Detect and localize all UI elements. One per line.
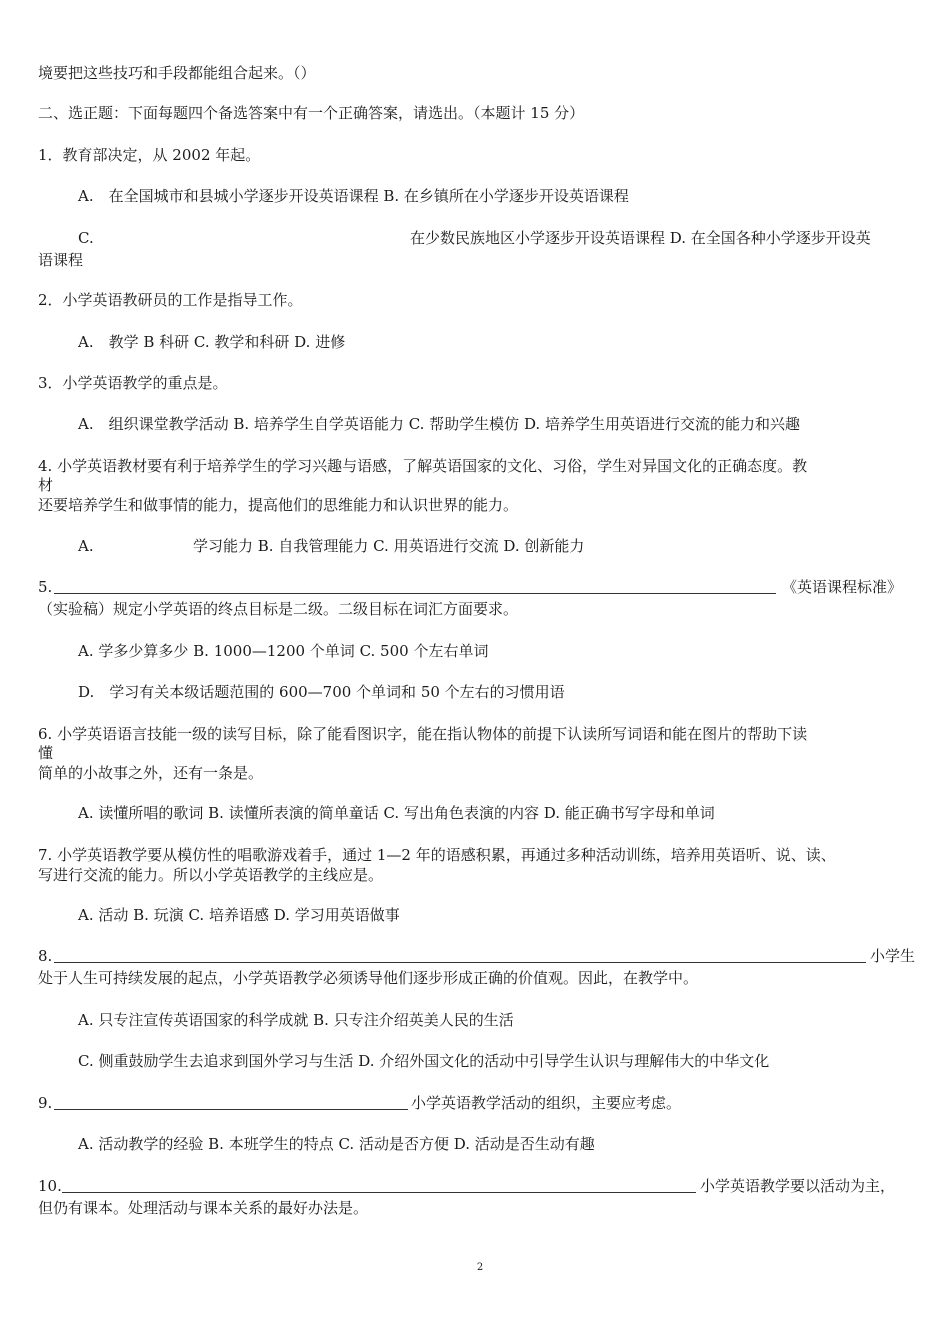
question-1-continued: 语课程	[38, 251, 84, 269]
question-4-options: 学习能力 B. 自我管理能力 C. 用英语进行交流 D. 创新能力	[193, 537, 585, 555]
question-2: 2．小学英语教研员的工作是指导工作。	[38, 291, 303, 309]
question-10-text: 小学英语教学要以活动为主，	[700, 1177, 896, 1195]
question-9-text: 小学英语教学活动的组织，主要应考虑。	[411, 1094, 682, 1112]
question-8-text: 小学生	[870, 947, 916, 965]
question-9-options: A. 活动教学的经验 B. 本班学生的特点 C. 活动是否方便 D. 活动是否生动有趣	[78, 1135, 595, 1153]
question-5-option-d: D. 学习有关本级话题范围的 600—700 个单词和 50 个左右的习惯用语	[78, 683, 565, 701]
question-5-continued: （实验稿）规定小学英语的终点目标是二级。二级目标在词汇方面要求。	[38, 600, 519, 618]
question-7: 7. 小学英语教学要从模仿性的唱歌游戏着手，通过 1—2 年的语感积累，再通过多种活动训练，培养用英语听、说、读、	[38, 846, 836, 864]
page-number: 2	[476, 1262, 484, 1273]
question-1-options-cd: 在少数民族地区小学逐步开设英语课程 D. 在全国各种小学逐步开设英	[410, 229, 871, 247]
question-5-options-abc: A. 学多少算多少 B. 1000—1200 个单词 C. 500 个左右单词	[78, 642, 489, 660]
question-4: 4. 小学英语教材要有利于培养学生的学习兴趣与语感，了解英语国家的文化、习俗，学生对异国文化的正确态度。教	[38, 457, 808, 475]
question-7-continued: 写进行交流的能力。所以小学英语教学的主线应是。	[38, 866, 384, 884]
question-4-wrap: 材	[38, 476, 54, 494]
question-1-options-ab: A. 在全国城市和县城小学逐步开设英语课程 B. 在乡镇所在小学逐步开设英语课程	[78, 187, 629, 205]
question-8-number: 8.	[38, 947, 53, 965]
answer-blank[interactable]	[54, 948, 866, 963]
question-10-continued: 但仍有课本。处理活动与课本关系的最好办法是。	[38, 1199, 369, 1217]
question-1-option-c-label: C.	[78, 229, 94, 247]
question-7-options: A. 活动 B. 玩演 C. 培养语感 D. 学习用英语做事	[78, 906, 400, 924]
question-3: 3．小学英语教学的重点是。	[38, 374, 228, 392]
question-5-number: 5.	[38, 578, 53, 596]
question-2-options: A. 教学 B 科研 C. 教学和科研 D. 进修	[78, 333, 346, 351]
question-3-options: A. 组织课堂教学活动 B. 培养学生自学英语能力 C. 帮助学生模仿 D. 培养学生用英语进行交流的能力和兴趣	[78, 415, 800, 433]
question-8-continued: 处于人生可持续发展的起点，小学英语教学必须诱导他们逐步形成正确的价值观。因此，在教学中。	[38, 969, 699, 987]
question-8-options-ab: A. 只专注宣传英语国家的科学成就 B. 只专注介绍英美人民的生活	[78, 1011, 514, 1029]
question-5-text: 《英语课程标准》	[782, 578, 903, 596]
answer-blank[interactable]	[62, 1178, 696, 1193]
text-line: 境要把这些技巧和手段都能组合起来。（）	[38, 64, 316, 82]
section-heading: 二、选正题：下面每题四个备选答案中有一个正确答案，请选出。（本题计 15 分）	[38, 104, 585, 122]
question-8-options-cd: C. 侧重鼓励学生去追求到国外学习与生活 D. 介绍外国文化的活动中引导学生认识与理解伟大的中华文化	[78, 1052, 770, 1070]
question-4-continued: 还要培养学生和做事情的能力，提高他们的思维能力和认识世界的能力。	[38, 496, 519, 514]
question-6: 6. 小学英语语言技能一级的读写目标，除了能看图识字，能在指认物体的前提下认读所写词语和能在图片的帮助下读	[38, 725, 808, 743]
question-10-number: 10.	[38, 1177, 62, 1195]
question-9-number: 9.	[38, 1094, 53, 1112]
answer-blank[interactable]	[54, 1095, 408, 1110]
question-6-options: A. 读懂所唱的歌词 B. 读懂所表演的简单童话 C. 写出角色表演的内容 D. 能正确书写字母和单词	[78, 804, 715, 822]
question-6-wrap: 懂	[38, 744, 54, 762]
answer-blank[interactable]	[54, 579, 776, 594]
question-1: 1．教育部决定，从 2002 年起。	[38, 146, 261, 164]
question-4-option-a-label: A.	[78, 537, 94, 555]
question-6-continued: 简单的小故事之外，还有一条是。	[38, 764, 264, 782]
